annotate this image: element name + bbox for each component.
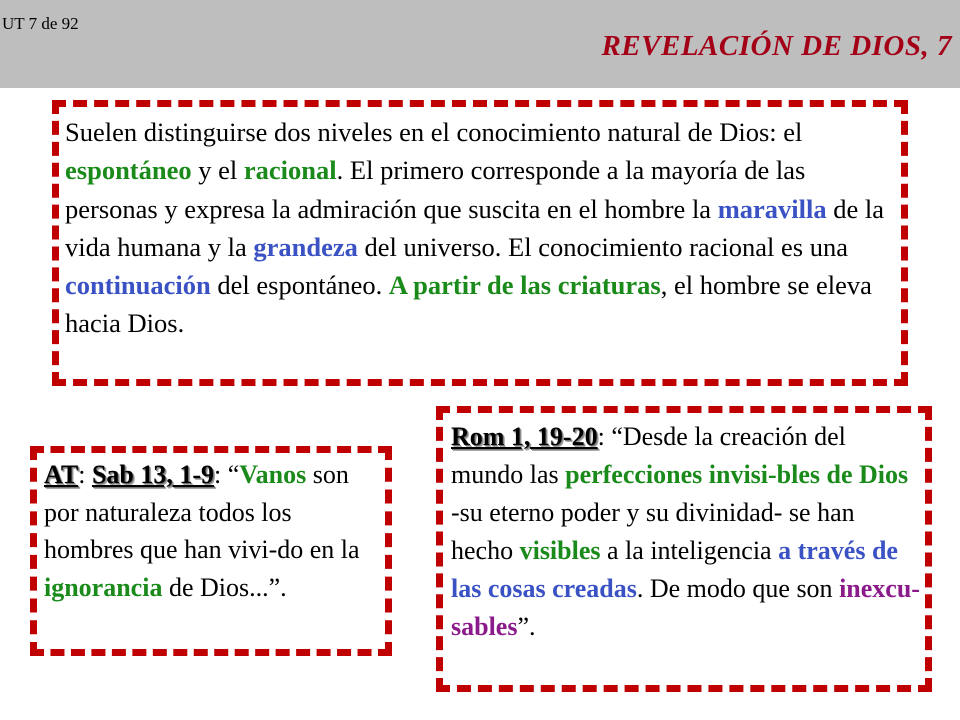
header-bar [0,0,960,88]
right-text-2: -su eterno poder y su divinidad- se han hecho [451,498,855,565]
right-text-1: : “Desde la creación del mundo las [451,422,846,489]
left-text-4: de Dios...”. [162,572,287,602]
main-text-2: y el [191,155,244,186]
highlight-racional: racional [243,155,337,186]
main-text-7: , el hombre se eleva hacia Dios. [65,270,872,339]
highlight-vanos: Vanos [239,460,307,489]
slide-counter: UT 7 de 92 [2,14,79,33]
right-text-4: . De modo que son [636,574,840,603]
main-text-1: Suelen distinguirse dos niveles en el conocimiento natural de Dios: el [65,117,803,147]
left-text-1: : [78,460,92,489]
reference-at: AT [44,460,79,489]
left-text-2: : “ [214,460,240,489]
highlight-visibles: visibles [519,536,601,565]
right-text-3: a la inteligencia [600,536,779,565]
reference-rom: Rom 1, 19-20 [451,422,598,451]
main-paragraph [65,113,895,343]
romans-quote [451,418,921,646]
highlight-grandeza: grandeza [253,231,358,262]
main-text-5: del universo. El conocimiento racional es una [357,231,849,262]
old-testament-quote [44,456,374,606]
highlight-criaturas: A partir de las criaturas [388,270,661,301]
highlight-cosas-creadas: a través de las cosas creadas [451,536,898,603]
main-text-3: . El primero corresponde a la mayoría de las personas y expresa la admiración que suscita en el hombre la [65,155,806,224]
highlight-maravilla: maravilla [717,193,827,224]
main-text-6: del espontáneo. [210,270,389,301]
reference-sab: Sab 13, 1-9 [91,460,215,489]
slide-title: REVELACIÓN DE DIOS, 7 [601,30,952,62]
highlight-espontaneo: espontáneo [65,155,192,186]
highlight-ignorancia: ignorancia [44,572,163,602]
left-text-3: son por naturaleza todos los hombres que han vivi-do en la [44,460,360,564]
right-text-5: ”. [517,612,536,641]
main-text-4: de la vida humana y la [65,193,885,262]
highlight-continuacion: continuación [65,270,211,301]
highlight-inexcusables: inexcu-sables [451,574,920,641]
highlight-perfecciones: perfecciones invisi-bles de Dios [565,460,909,489]
